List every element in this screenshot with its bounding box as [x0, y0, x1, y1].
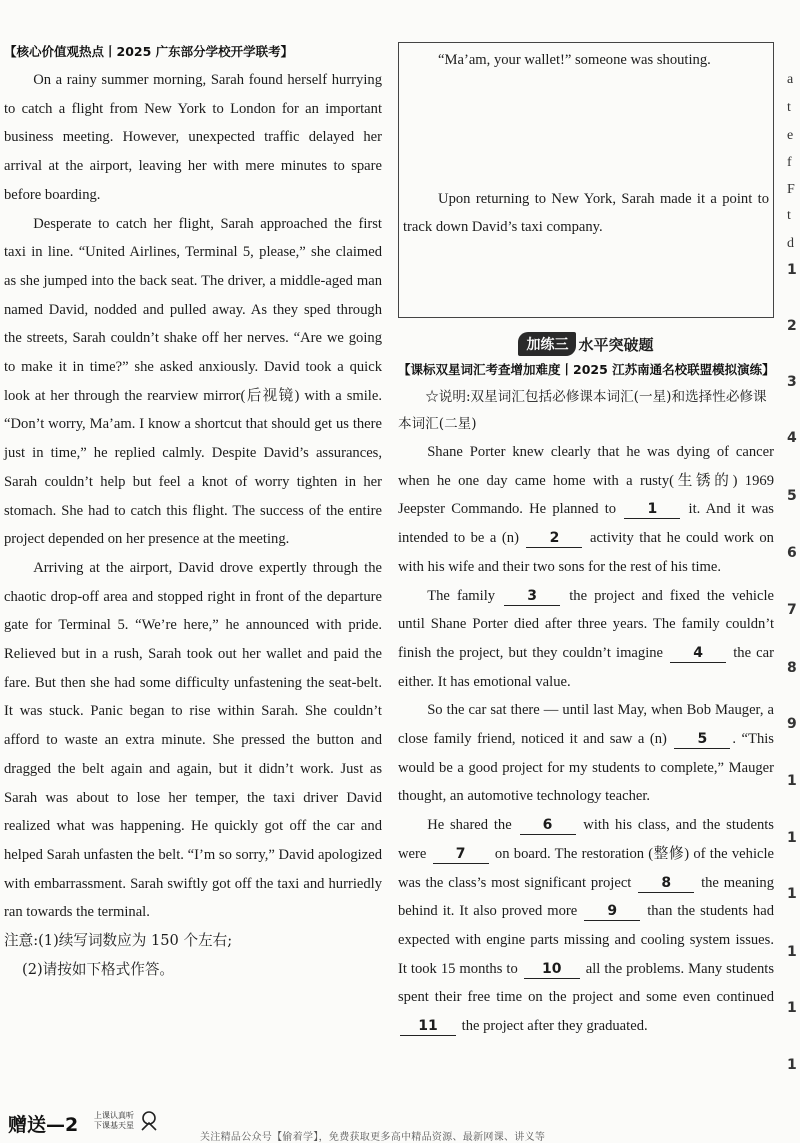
edge-letter: t	[787, 100, 791, 115]
cloze-text: than the students had expected with engine parts missing and cooling system issues. It took 15 months to	[398, 903, 775, 977]
edge-number: 1	[787, 1000, 797, 1016]
cloze-paragraph-2	[398, 582, 774, 697]
cloze-text: the project and fixed the vehicle until Shane Porter died after three years. The family couldn’t finish the project, but they couldn’t imagine	[398, 587, 774, 661]
story-paragraph-1: On a rainy summer morning, Sarah found herself hurrying to catch a flight from New York to London for an important business meeting. However, unexpected traffic delayed her arrival at the airport, leaving her with mere minutes to spare before boarding.	[4, 72, 382, 203]
blank-11[interactable]: 11	[400, 1017, 456, 1036]
cloze-text: the car either. It has emotional value.	[398, 644, 774, 690]
edge-number: 4	[787, 430, 797, 446]
section-badge: 加练三	[518, 332, 576, 356]
story-paragraph-2: Desperate to catch her flight, Sarah approached the first taxi in line. “United Airlines, Terminal 5, please,” she claimed as she jumped into the back seat. The driver, a middle-aged man named David, nodded and pulled away. As they sped through the streets, Sarah couldn’t shake off her nerves. “Are we going to make it in time?” she asked anxiously. David took a quick look at her through the rearview mirror(后视镜) with a smile. “Don’t worry, Ma’am. I know a shortcut that should get us there just in time,” he replied calmly. Despite David’s assurances, Sarah couldn’t help but feel a knot of worry tighten in her stomach. She had to catch this flight. The success of the entire project depended on her presence at the meeting.	[4, 215, 382, 548]
answer-box-opening-2: Upon returning to New York, Sarah made it a point to track down David’s taxi company.	[403, 190, 769, 236]
cloze-text: on board. The restoration (整修) of the vehicle was the class’s most significant project	[398, 845, 775, 891]
blank-5[interactable]: 5	[674, 730, 730, 749]
edge-letter: a	[787, 72, 794, 87]
cloze-paragraph-4	[398, 811, 774, 1041]
edge-letter: t	[787, 208, 791, 223]
edge-number: 8	[787, 660, 797, 676]
answer-box	[398, 42, 774, 318]
blank-2[interactable]: 2	[526, 529, 582, 548]
writing-note-2: (2)请按如下格式作答。	[22, 960, 175, 978]
section-title: 水平突破题	[578, 335, 654, 354]
blank-6[interactable]: 6	[520, 816, 576, 835]
blank-1[interactable]: 1	[624, 500, 680, 519]
edge-number: 9	[787, 716, 797, 732]
blank-9[interactable]: 9	[584, 902, 640, 921]
right-source-tag: 【课标双星词汇考查增加难度丨2025 江苏南通名校联盟模拟演练】	[398, 362, 775, 377]
right-column	[398, 42, 774, 1041]
edge-number: 7	[787, 602, 797, 618]
blank-4[interactable]: 4	[670, 644, 726, 663]
edge-letter: e	[787, 128, 794, 143]
edge-number: 3	[787, 374, 797, 390]
cloze-paragraph-3	[398, 696, 774, 811]
vocab-instruction: ☆说明:双星词汇包括必修课本词汇(一星)和选择性必修课本词汇(二星)	[398, 389, 767, 432]
edge-number: 6	[787, 545, 797, 561]
edge-number: 1	[787, 886, 797, 902]
blank-10[interactable]: 10	[524, 960, 580, 979]
edge-number: 1	[787, 1057, 797, 1073]
left-source-tag: 【核心价值观热点丨2025 广东部分学校开学联考】	[4, 44, 294, 59]
footer-slogan-line-2: 下课基天星	[94, 1121, 134, 1130]
cloze-text: it. And it was intended to be a (n)	[398, 501, 774, 547]
cloze-text: So the car sat there — until last May, when Bob Mauger, a close family friend, noticed it and saw a (n)	[398, 702, 774, 748]
cloze-text: The family	[427, 587, 496, 604]
cloze-text: Shane Porter knew clearly that he was dying of cancer when he one day came home with a rusty(生锈的) 1969 Jeepster Commando. He planned to	[398, 444, 774, 518]
edge-number: 1	[787, 944, 797, 960]
cloze-text: He shared the	[427, 817, 512, 834]
answer-box-opening-1: “Ma’am, your wallet!” someone was shouting.	[438, 52, 711, 68]
story-paragraph-3: Arriving at the airport, David drove expertly through the chaotic drop-off area and stopped right in front of the departure gate for Terminal 5. “We’re here,” he announced with pride. Relieved but in a rush, Sarah took out her wallet and paid the fare. But then she had some difficulty unfastening the seat-belt. It was stuck. Panic began to rise within Sarah. She couldn’t afford to waste an extra minute. She pressed the button and dragged the belt again and again, but it didn’t work. Just as Sarah was about to lose her temper, the taxi driver David realized what was happening. He quickly got off the car and helped Sarah unfasten the belt. “I’m so sorry,” David apologized with embarrassment. Sarah swiftly got off the taxi and hurriedly ran towards the terminal.	[4, 559, 382, 921]
cloze-text: all the problems. Many students spent their free time on the project and some even continued	[398, 960, 775, 1006]
blank-7[interactable]: 7	[433, 845, 489, 864]
footer-slogan	[94, 1111, 134, 1131]
cloze-text: . “This would be a good project for my students to complete,” Mauger thought, an automotive technology teacher.	[398, 731, 774, 805]
cloze-text: with his class, and the students were	[398, 817, 774, 862]
edge-number: 1	[787, 262, 797, 278]
footer-brand: 赠送—2	[8, 1114, 79, 1136]
left-column	[4, 42, 382, 985]
edge-letter: F	[787, 182, 795, 197]
edge-number: 1	[787, 773, 797, 789]
edge-letter: d	[787, 236, 794, 251]
blank-3[interactable]: 3	[504, 587, 560, 606]
edge-number: 1	[787, 830, 797, 846]
edge-number: 5	[787, 488, 797, 504]
blank-8[interactable]: 8	[638, 874, 694, 893]
section-header	[398, 332, 774, 358]
cloze-text: the meaning behind it. It also proved more	[398, 874, 775, 920]
footer-watermark: 关注精品公众号【偷着学】，免费获取更多高中精品资源、最新网课、讲义等	[200, 1132, 546, 1143]
cloze-text: the project after they graduated.	[461, 1018, 648, 1035]
edge-number: 2	[787, 318, 797, 334]
cloze-text: activity that he could work on with his wife and their two sons for the rest of his time.	[398, 530, 774, 575]
cloze-paragraph-1	[398, 438, 774, 582]
footer-slogan-line-1: 上课认真听	[94, 1111, 134, 1120]
brand-logo-icon	[138, 1110, 160, 1137]
writing-note-1: 注意:(1)续写词数应为 150 个左右;	[4, 932, 233, 950]
answer-writing-space-1	[403, 75, 769, 185]
edge-letter: f	[787, 155, 792, 170]
